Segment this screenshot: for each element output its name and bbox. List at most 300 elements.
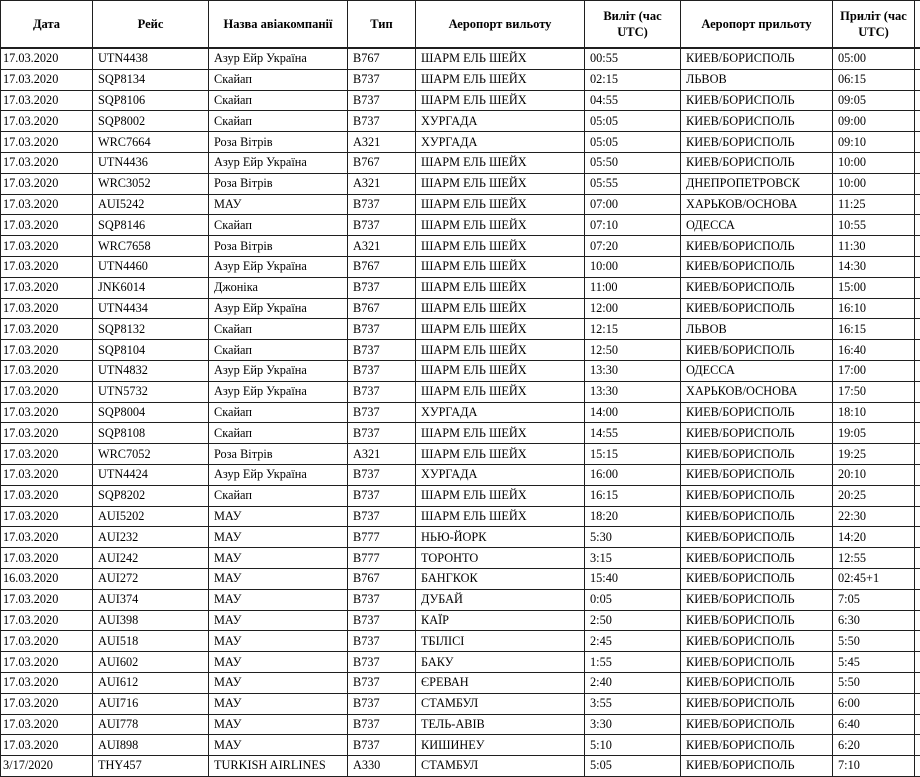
table-row (1, 693, 920, 714)
cell-arrival-airport: КИЕВ/БОРИСПОЛЬ (681, 610, 833, 631)
clipped-cell (915, 173, 920, 194)
cell-arrival-time: 22:30 (833, 506, 915, 527)
cell-departure-time: 1:55 (585, 652, 681, 673)
cell-arrival-time: 02:45+1 (833, 568, 915, 589)
cell-departure-time: 07:20 (585, 236, 681, 257)
cell-airline: Азур Ейр Україна (209, 381, 348, 402)
cell-type: B737 (348, 215, 416, 236)
cell-departure-airport: ШАРМ ЕЛЬ ШЕЙХ (416, 381, 585, 402)
cell-arrival-airport: КИЕВ/БОРИСПОЛЬ (681, 340, 833, 361)
cell-arrival-time: 11:25 (833, 194, 915, 215)
clipped-cell (915, 90, 920, 111)
cell-departure-time: 11:00 (585, 277, 681, 298)
cell-airline: Джоніка (209, 277, 348, 298)
cell-departure-time: 14:00 (585, 402, 681, 423)
clipped-cell (915, 111, 920, 132)
cell-type: B737 (348, 589, 416, 610)
clipped-cell (915, 464, 920, 485)
cell-arrival-time: 11:30 (833, 236, 915, 257)
cell-departure-airport: КИШИНЕУ (416, 735, 585, 756)
cell-airline: МАУ (209, 589, 348, 610)
column-header-date: Дата (1, 1, 93, 49)
table-row (1, 277, 920, 298)
cell-airline: МАУ (209, 610, 348, 631)
cell-arrival-time: 5:50 (833, 631, 915, 652)
cell-arrival-airport: ЛЬВОВ (681, 319, 833, 340)
cell-date: 17.03.2020 (1, 152, 93, 173)
cell-flight: AUI374 (93, 589, 209, 610)
clipped-cell (915, 381, 920, 402)
cell-flight: AUI612 (93, 672, 209, 693)
cell-arrival-airport: КИЕВ/БОРИСПОЛЬ (681, 298, 833, 319)
cell-type: B737 (348, 610, 416, 631)
table-row (1, 194, 920, 215)
cell-type: B777 (348, 527, 416, 548)
cell-airline: Азур Ейр Україна (209, 360, 348, 381)
cell-flight: WRC7664 (93, 132, 209, 153)
cell-date: 17.03.2020 (1, 444, 93, 465)
cell-departure-airport: ХУРГАДА (416, 132, 585, 153)
clipped-cell (915, 194, 920, 215)
cell-arrival-time: 7:05 (833, 589, 915, 610)
cell-departure-time: 12:50 (585, 340, 681, 361)
cell-type: B737 (348, 277, 416, 298)
clipped-cell (915, 340, 920, 361)
cell-departure-airport: ШАРМ ЕЛЬ ШЕЙХ (416, 360, 585, 381)
cell-departure-time: 2:45 (585, 631, 681, 652)
cell-type: B737 (348, 360, 416, 381)
cell-departure-airport: ЄРЕВАН (416, 672, 585, 693)
cell-type: B767 (348, 568, 416, 589)
cell-departure-airport: СТАМБУЛ (416, 756, 585, 777)
cell-date: 16.03.2020 (1, 568, 93, 589)
cell-departure-time: 05:55 (585, 173, 681, 194)
cell-departure-airport: ТЕЛЬ-АВІВ (416, 714, 585, 735)
cell-arrival-airport: КИЕВ/БОРИСПОЛЬ (681, 568, 833, 589)
clipped-cell (915, 48, 920, 69)
cell-departure-time: 07:10 (585, 215, 681, 236)
cell-flight: AUI232 (93, 527, 209, 548)
cell-airline: МАУ (209, 631, 348, 652)
cell-type: B737 (348, 194, 416, 215)
cell-departure-time: 16:00 (585, 464, 681, 485)
cell-type: A321 (348, 236, 416, 257)
table-row (1, 589, 920, 610)
cell-flight: UTN4460 (93, 256, 209, 277)
cell-departure-time: 04:55 (585, 90, 681, 111)
cell-date: 17.03.2020 (1, 90, 93, 111)
cell-arrival-airport: КИЕВ/БОРИСПОЛЬ (681, 589, 833, 610)
cell-date: 17.03.2020 (1, 256, 93, 277)
cell-flight: AUI898 (93, 735, 209, 756)
cell-flight: SQP8002 (93, 111, 209, 132)
cell-departure-time: 12:00 (585, 298, 681, 319)
cell-arrival-time: 09:05 (833, 90, 915, 111)
cell-arrival-time: 15:00 (833, 277, 915, 298)
table-row (1, 360, 920, 381)
cell-date: 17.03.2020 (1, 548, 93, 569)
cell-arrival-airport: КИЕВ/БОРИСПОЛЬ (681, 236, 833, 257)
cell-departure-time: 3:15 (585, 548, 681, 569)
table-row (1, 444, 920, 465)
cell-type: B737 (348, 381, 416, 402)
cell-date: 17.03.2020 (1, 423, 93, 444)
cell-departure-time: 00:55 (585, 48, 681, 69)
cell-airline: Роза Вітрів (209, 236, 348, 257)
cell-arrival-airport: КИЕВ/БОРИСПОЛЬ (681, 693, 833, 714)
cell-type: B737 (348, 90, 416, 111)
table-row (1, 464, 920, 485)
cell-arrival-time: 10:00 (833, 173, 915, 194)
cell-arrival-time: 10:00 (833, 152, 915, 173)
cell-date: 17.03.2020 (1, 48, 93, 69)
cell-arrival-time: 16:40 (833, 340, 915, 361)
cell-date: 17.03.2020 (1, 319, 93, 340)
table-row (1, 672, 920, 693)
cell-type: B737 (348, 423, 416, 444)
table-row (1, 132, 920, 153)
clipped-cell (915, 756, 920, 777)
cell-type: B737 (348, 464, 416, 485)
column-header-type: Тип (348, 1, 416, 49)
table-row (1, 319, 920, 340)
table-row (1, 256, 920, 277)
table-row (1, 69, 920, 90)
table-row (1, 215, 920, 236)
cell-flight: SQP8202 (93, 485, 209, 506)
cell-departure-airport: ШАРМ ЕЛЬ ШЕЙХ (416, 48, 585, 69)
cell-type: A321 (348, 132, 416, 153)
cell-date: 17.03.2020 (1, 69, 93, 90)
cell-arrival-time: 05:00 (833, 48, 915, 69)
cell-departure-airport: НЬЮ-ЙОРК (416, 527, 585, 548)
cell-arrival-time: 5:45 (833, 652, 915, 673)
cell-arrival-airport: КИЕВ/БОРИСПОЛЬ (681, 444, 833, 465)
cell-arrival-airport: ОДЕССА (681, 360, 833, 381)
cell-flight: UTN4436 (93, 152, 209, 173)
cell-type: B767 (348, 48, 416, 69)
cell-flight: THY457 (93, 756, 209, 777)
cell-flight: AUI5242 (93, 194, 209, 215)
cell-arrival-airport: КИЕВ/БОРИСПОЛЬ (681, 277, 833, 298)
cell-arrival-time: 10:55 (833, 215, 915, 236)
cell-airline: Азур Ейр Україна (209, 256, 348, 277)
cell-departure-time: 05:05 (585, 111, 681, 132)
cell-arrival-time: 06:15 (833, 69, 915, 90)
table-row (1, 381, 920, 402)
cell-date: 17.03.2020 (1, 464, 93, 485)
cell-type: B737 (348, 714, 416, 735)
cell-date: 17.03.2020 (1, 194, 93, 215)
flights-tbody (1, 48, 920, 776)
cell-departure-airport: ШАРМ ЕЛЬ ШЕЙХ (416, 423, 585, 444)
cell-type: B767 (348, 152, 416, 173)
cell-arrival-time: 14:20 (833, 527, 915, 548)
cell-arrival-time: 16:15 (833, 319, 915, 340)
cell-flight: AUI272 (93, 568, 209, 589)
cell-arrival-time: 19:25 (833, 444, 915, 465)
cell-flight: AUI398 (93, 610, 209, 631)
cell-date: 17.03.2020 (1, 735, 93, 756)
cell-date: 17.03.2020 (1, 402, 93, 423)
cell-airline: Скайап (209, 340, 348, 361)
cell-flight: AUI5202 (93, 506, 209, 527)
cell-airline: TURKISH AIRLINES (209, 756, 348, 777)
cell-airline: МАУ (209, 693, 348, 714)
cell-arrival-time: 18:10 (833, 402, 915, 423)
cell-departure-airport: БАНГКОК (416, 568, 585, 589)
cell-arrival-airport: КИЕВ/БОРИСПОЛЬ (681, 90, 833, 111)
cell-date: 17.03.2020 (1, 610, 93, 631)
cell-date: 17.03.2020 (1, 111, 93, 132)
cell-type: B737 (348, 111, 416, 132)
table-row (1, 423, 920, 444)
clipped-cell (915, 402, 920, 423)
clipped-cell (915, 589, 920, 610)
cell-departure-airport: БАКУ (416, 652, 585, 673)
cell-airline: МАУ (209, 506, 348, 527)
cell-airline: Скайап (209, 319, 348, 340)
cell-flight: AUI602 (93, 652, 209, 673)
cell-arrival-time: 12:55 (833, 548, 915, 569)
cell-flight: UTN4434 (93, 298, 209, 319)
cell-departure-time: 3:30 (585, 714, 681, 735)
cell-date: 17.03.2020 (1, 672, 93, 693)
cell-flight: WRC3052 (93, 173, 209, 194)
clipped-cell (915, 423, 920, 444)
cell-airline: Скайап (209, 402, 348, 423)
cell-arrival-time: 6:00 (833, 693, 915, 714)
cell-departure-time: 15:40 (585, 568, 681, 589)
cell-type: B777 (348, 548, 416, 569)
cell-arrival-time: 6:20 (833, 735, 915, 756)
clipped-column (915, 1, 920, 49)
cell-flight: JNK6014 (93, 277, 209, 298)
table-row (1, 173, 920, 194)
table-row (1, 402, 920, 423)
cell-airline: Азур Ейр Україна (209, 48, 348, 69)
cell-departure-airport: ТБІЛІСІ (416, 631, 585, 652)
cell-departure-airport: ШАРМ ЕЛЬ ШЕЙХ (416, 340, 585, 361)
table-row (1, 506, 920, 527)
cell-date: 17.03.2020 (1, 652, 93, 673)
cell-departure-airport: ШАРМ ЕЛЬ ШЕЙХ (416, 277, 585, 298)
cell-arrival-airport: КИЕВ/БОРИСПОЛЬ (681, 48, 833, 69)
cell-date: 17.03.2020 (1, 631, 93, 652)
cell-airline: Азур Ейр Україна (209, 298, 348, 319)
cell-type: B767 (348, 256, 416, 277)
table-header (1, 1, 920, 49)
cell-departure-time: 12:15 (585, 319, 681, 340)
cell-type: B737 (348, 652, 416, 673)
cell-flight: AUI778 (93, 714, 209, 735)
clipped-cell (915, 568, 920, 589)
cell-departure-time: 07:00 (585, 194, 681, 215)
cell-arrival-airport: КИЕВ/БОРИСПОЛЬ (681, 152, 833, 173)
cell-airline: Скайап (209, 111, 348, 132)
cell-airline: Роза Вітрів (209, 173, 348, 194)
cell-arrival-airport: КИЕВ/БОРИСПОЛЬ (681, 652, 833, 673)
column-header-airline: Назва авіакомпанії (209, 1, 348, 49)
cell-departure-airport: ШАРМ ЕЛЬ ШЕЙХ (416, 506, 585, 527)
cell-departure-airport: ТОРОНТО (416, 548, 585, 569)
cell-type: B737 (348, 672, 416, 693)
clipped-cell (915, 735, 920, 756)
cell-airline: Роза Вітрів (209, 132, 348, 153)
table-row (1, 735, 920, 756)
cell-arrival-time: 16:10 (833, 298, 915, 319)
cell-departure-airport: ШАРМ ЕЛЬ ШЕЙХ (416, 90, 585, 111)
table-row (1, 568, 920, 589)
cell-departure-time: 3:55 (585, 693, 681, 714)
table-row (1, 340, 920, 361)
cell-airline: МАУ (209, 652, 348, 673)
cell-airline: МАУ (209, 735, 348, 756)
cell-type: B737 (348, 340, 416, 361)
clipped-cell (915, 506, 920, 527)
cell-departure-time: 13:30 (585, 360, 681, 381)
cell-arrival-time: 19:05 (833, 423, 915, 444)
cell-departure-time: 5:10 (585, 735, 681, 756)
cell-arrival-airport: ОДЕССА (681, 215, 833, 236)
clipped-cell (915, 610, 920, 631)
cell-date: 17.03.2020 (1, 215, 93, 236)
clipped-cell (915, 132, 920, 153)
cell-arrival-airport: КИЕВ/БОРИСПОЛЬ (681, 548, 833, 569)
cell-flight: AUI242 (93, 548, 209, 569)
cell-flight: AUI518 (93, 631, 209, 652)
cell-airline: Скайап (209, 423, 348, 444)
cell-airline: МАУ (209, 672, 348, 693)
clipped-cell (915, 672, 920, 693)
table-row (1, 485, 920, 506)
cell-type: A321 (348, 173, 416, 194)
cell-type: B737 (348, 693, 416, 714)
cell-arrival-airport: КИЕВ/БОРИСПОЛЬ (681, 132, 833, 153)
cell-departure-airport: КАЇР (416, 610, 585, 631)
table-row (1, 527, 920, 548)
table-row (1, 631, 920, 652)
cell-arrival-airport: КИЕВ/БОРИСПОЛЬ (681, 756, 833, 777)
cell-arrival-airport: ДНЕПРОПЕТРОВСК (681, 173, 833, 194)
cell-departure-airport: ШАРМ ЕЛЬ ШЕЙХ (416, 298, 585, 319)
cell-type: B737 (348, 735, 416, 756)
cell-date: 17.03.2020 (1, 360, 93, 381)
table-row (1, 714, 920, 735)
cell-departure-airport: ШАРМ ЕЛЬ ШЕЙХ (416, 236, 585, 257)
cell-type: B737 (348, 631, 416, 652)
cell-departure-time: 18:20 (585, 506, 681, 527)
cell-departure-airport: ШАРМ ЕЛЬ ШЕЙХ (416, 194, 585, 215)
cell-date: 17.03.2020 (1, 173, 93, 194)
cell-departure-time: 05:50 (585, 152, 681, 173)
cell-date: 17.03.2020 (1, 506, 93, 527)
clipped-cell (915, 69, 920, 90)
cell-departure-airport: ШАРМ ЕЛЬ ШЕЙХ (416, 173, 585, 194)
clipped-cell (915, 652, 920, 673)
cell-type: A321 (348, 444, 416, 465)
clipped-cell (915, 256, 920, 277)
cell-flight: SQP8104 (93, 340, 209, 361)
cell-arrival-time: 09:10 (833, 132, 915, 153)
cell-departure-airport: ШАРМ ЕЛЬ ШЕЙХ (416, 319, 585, 340)
cell-date: 17.03.2020 (1, 589, 93, 610)
clipped-cell (915, 693, 920, 714)
clipped-cell (915, 360, 920, 381)
table-row (1, 756, 920, 777)
cell-airline: МАУ (209, 527, 348, 548)
cell-departure-time: 16:15 (585, 485, 681, 506)
cell-flight: WRC7052 (93, 444, 209, 465)
cell-flight: SQP8004 (93, 402, 209, 423)
clipped-cell (915, 714, 920, 735)
cell-date: 17.03.2020 (1, 693, 93, 714)
cell-arrival-time: 5:50 (833, 672, 915, 693)
cell-arrival-airport: ХАРЬКОВ/ОСНОВА (681, 194, 833, 215)
cell-flight: SQP8108 (93, 423, 209, 444)
table-row (1, 548, 920, 569)
cell-departure-airport: ХУРГАДА (416, 402, 585, 423)
cell-arrival-time: 20:10 (833, 464, 915, 485)
cell-arrival-airport: ЛЬВОВ (681, 69, 833, 90)
column-header-arrival-airport: Аеропорт прильоту (681, 1, 833, 49)
cell-type: B737 (348, 319, 416, 340)
cell-departure-airport: СТАМБУЛ (416, 693, 585, 714)
cell-arrival-time: 20:25 (833, 485, 915, 506)
cell-arrival-airport: КИЕВ/БОРИСПОЛЬ (681, 402, 833, 423)
cell-flight: SQP8132 (93, 319, 209, 340)
cell-arrival-airport: КИЕВ/БОРИСПОЛЬ (681, 714, 833, 735)
cell-airline: Роза Вітрів (209, 444, 348, 465)
cell-arrival-time: 09:00 (833, 111, 915, 132)
cell-flight: UTN5732 (93, 381, 209, 402)
cell-airline: Скайап (209, 69, 348, 90)
cell-departure-airport: ШАРМ ЕЛЬ ШЕЙХ (416, 152, 585, 173)
column-header-arrival-time: Приліт (час UTC) (833, 1, 915, 49)
cell-type: A330 (348, 756, 416, 777)
cell-departure-time: 02:15 (585, 69, 681, 90)
cell-departure-time: 15:15 (585, 444, 681, 465)
cell-arrival-airport: КИЕВ/БОРИСПОЛЬ (681, 631, 833, 652)
cell-departure-time: 5:30 (585, 527, 681, 548)
clipped-cell (915, 236, 920, 257)
column-header-flight: Рейс (93, 1, 209, 49)
clipped-cell (915, 485, 920, 506)
cell-airline: Скайап (209, 215, 348, 236)
clipped-cell (915, 631, 920, 652)
cell-airline: Азур Ейр Україна (209, 152, 348, 173)
cell-airline: МАУ (209, 568, 348, 589)
cell-flight: SQP8134 (93, 69, 209, 90)
table-row (1, 236, 920, 257)
cell-departure-time: 5:05 (585, 756, 681, 777)
cell-flight: AUI716 (93, 693, 209, 714)
cell-date: 17.03.2020 (1, 381, 93, 402)
clipped-cell (915, 444, 920, 465)
table-row (1, 652, 920, 673)
cell-arrival-airport: ХАРЬКОВ/ОСНОВА (681, 381, 833, 402)
table-row (1, 90, 920, 111)
cell-departure-airport: ШАРМ ЕЛЬ ШЕЙХ (416, 444, 585, 465)
table-row (1, 48, 920, 69)
cell-airline: МАУ (209, 714, 348, 735)
cell-date: 17.03.2020 (1, 298, 93, 319)
cell-departure-time: 05:05 (585, 132, 681, 153)
clipped-cell (915, 277, 920, 298)
clipped-cell (915, 548, 920, 569)
cell-departure-airport: ШАРМ ЕЛЬ ШЕЙХ (416, 485, 585, 506)
table-row (1, 152, 920, 173)
